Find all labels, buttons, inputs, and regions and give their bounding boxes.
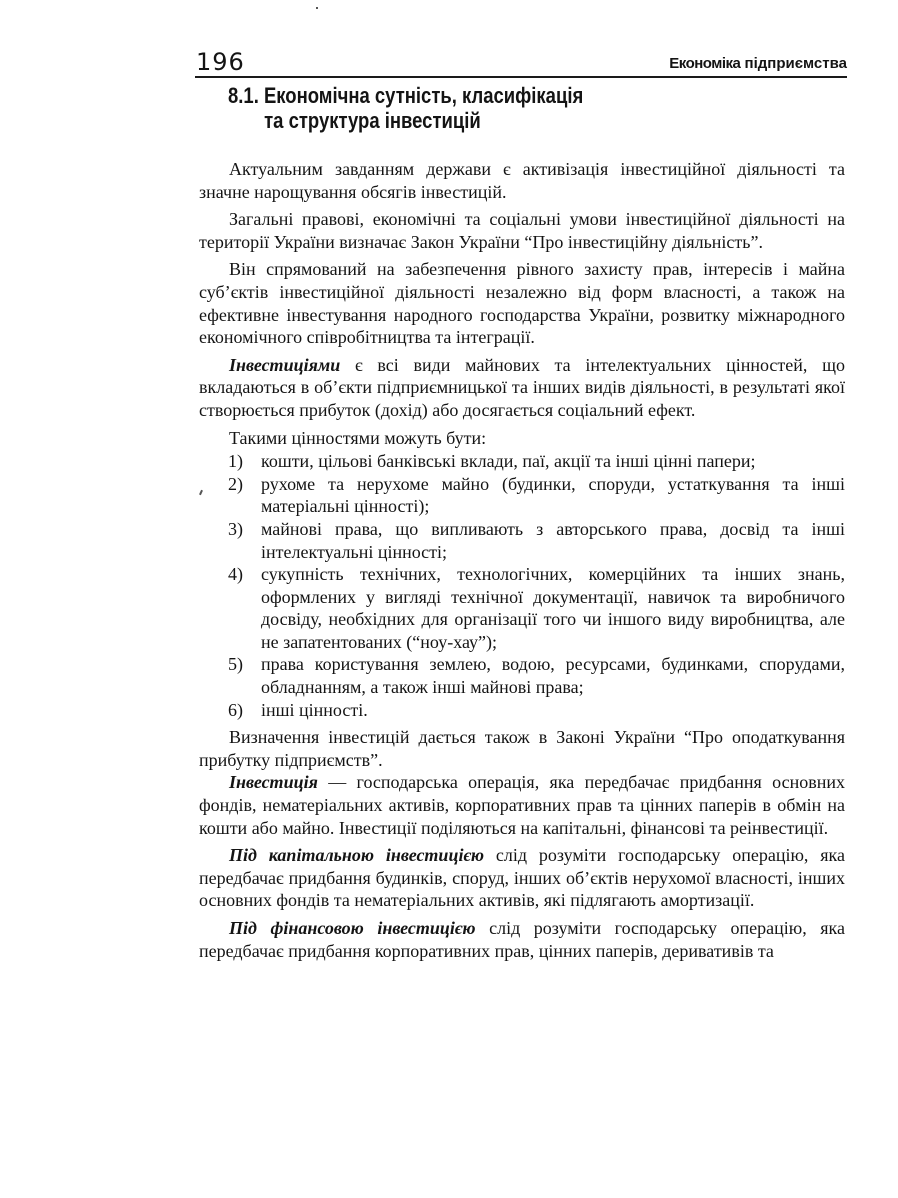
section-title-line2: та структура інвестицій	[264, 108, 481, 133]
paragraph: Він спрямований на забезпечення рівного захисту прав, інтересів і майна суб’єктів інвестиційної діяльності незалежно від форм власності, а також на ефективне інвестування народного господарства України, розвитку міжнародного економічного співробітництва та інтеграції.	[199, 259, 845, 348]
term-capital-investment: Під капітальною інвестицією	[229, 845, 485, 866]
running-header	[195, 50, 847, 78]
list-item	[199, 563, 845, 653]
section-heading	[228, 83, 583, 133]
list-number: 4)	[228, 564, 243, 585]
paragraph	[199, 771, 845, 839]
list-number: 5)	[228, 654, 243, 675]
list-item-text: інші цінності.	[261, 699, 368, 720]
section-title-line1: Економічна сутність, класифікація	[263, 83, 584, 108]
list-number: 2)	[228, 473, 243, 494]
running-title-book: Економіка	[669, 55, 741, 72]
term-investments: Інвестиціями	[229, 354, 341, 375]
running-title-rest: підприємства	[740, 55, 847, 72]
paragraph-text: є всі види майнових та інтелектуальних цінностей, що вкладаються в об’єкти підприємницької та інших видів діяльності, в результаті якої створюється прибуток (дохід) або досягається соціальний ефект.	[199, 354, 845, 420]
list-number: 3)	[228, 518, 243, 539]
paragraph	[199, 844, 845, 912]
list-number: 1)	[228, 451, 243, 472]
list-item-text: рухоме та нерухоме майно (будинки, споруди, устаткування та інші матеріальні цінності);	[261, 473, 845, 517]
running-title	[669, 55, 847, 72]
values-list	[199, 450, 845, 721]
list-item-text: сукупність технічних, технологічних, комерційних та інших знань, оформлених у вигляді технічної документації, навичок та виробничого досвіду, необхідних для організації того чи іншого виду виробництва, але не запатентованих (“ноу-хау”);	[261, 564, 845, 652]
section-number: 8.1.	[228, 83, 259, 108]
paragraph: Загальні правові, економічні та соціальні умови інвестиційної діяльності на території України визначає Закон України “Про інвестиційну діяльність”.	[199, 209, 845, 252]
list-item	[199, 450, 845, 473]
paragraph: Такими цінностями можуть бути:	[229, 427, 487, 448]
paragraph: Актуальним завданням держави є активізація інвестиційної діяльності та значне нарощування обсягів інвестицій.	[199, 159, 845, 202]
paragraph-text: слід розуміти господарську операцію, яка передбачає придбання корпоративних прав, цінних паперів, деривативів та	[199, 918, 846, 961]
term-investment: Інвестиція	[229, 772, 318, 793]
page-number: 196	[196, 48, 245, 76]
list-item-text: майнові права, що випливають з авторського права, досвід та інші інтелектуальні цінності;	[261, 518, 845, 562]
paragraph: Визначення інвестицій дається також в Законі України “Про оподаткування прибутку підприємств”.	[199, 727, 845, 770]
term-financial-investment: Під фінансовою інвестицією	[229, 918, 476, 938]
paragraph	[199, 917, 845, 962]
list-item	[199, 653, 845, 698]
list-item	[199, 473, 845, 518]
body-text	[199, 158, 845, 962]
paragraph-text: слід розуміти господарську операцію, яка передбачає придбання будинків, споруд, інших об’єктів нерухомої власності, інших основних фондів та нематеріальних активів, які підлягають амортизації.	[199, 845, 845, 911]
list-item	[199, 699, 845, 722]
scan-mark-top	[316, 7, 318, 9]
list-number: 6)	[228, 699, 243, 720]
paragraph-text: — господарська операція, яка передбачає придбання основних фондів, нематеріальних активів, корпоративних прав та цінних паперів в обмін на кошти або майно. Інвестиції поділяються на капітальні, фінансові та реінвестиції.	[199, 772, 845, 838]
paragraph	[199, 354, 845, 422]
list-item	[199, 518, 845, 563]
list-item-text: кошти, цільові банківські вклади, паї, акції та інші цінні папери;	[261, 451, 756, 472]
list-item-text: права користування землею, водою, ресурсами, будинками, спорудами, обладнанням, а також інші майнові права;	[261, 654, 845, 698]
